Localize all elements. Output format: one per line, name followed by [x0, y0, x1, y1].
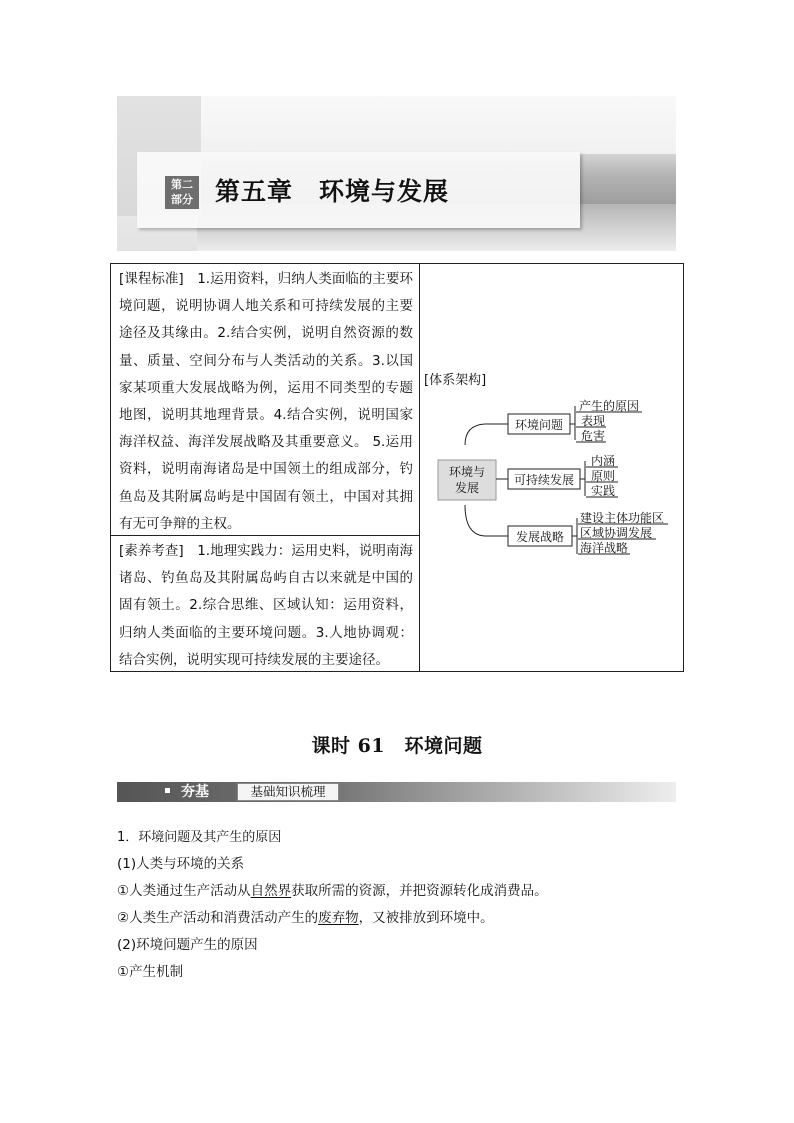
- connector-leaves-3: [572, 518, 577, 554]
- chapter-banner: [117, 96, 676, 251]
- course-standard-text: 1.运用资料，归纳人类面临的主要环境问题，说明协调人地关系和可持续发展的主要途径及其缘由。2.结合实例，说明自然资源的数量、质量、空间分布与人类活动的关系。3.以国家某项重大发展战略为例，运用不同类型的专题地图，说明其地理背景。4.结合实例，说明国家海洋权益、海洋发展战略及其重要意义。 5.运用资料，说明南海诸岛是中国领土的组成部分，钓鱼岛及其附属岛屿是中国固有领土，中国对其拥有无可争辩的主权。: [119, 271, 413, 532]
- course-standard-cell: [111, 264, 419, 536]
- point-3: ①产生机制: [117, 964, 184, 980]
- branch-label-3: 发展战略: [515, 530, 565, 544]
- framework-label: [体系架构]: [424, 373, 487, 388]
- branch-label-2: 可持续发展: [513, 473, 575, 487]
- subheading-2: (2)环境问题产生的原因: [117, 937, 258, 953]
- leaf-3-3: 海洋战略: [580, 541, 629, 555]
- connector-leaves-2: [580, 461, 585, 496]
- section-sub-label: 基础知识梳理: [237, 783, 339, 801]
- lesson-title: 课时 61 环境问题: [311, 735, 483, 757]
- point-1-a: ①人类通过生产活动从: [117, 883, 251, 899]
- section-bullet-icon: [165, 788, 170, 793]
- subheading-1: (1)人类与环境的关系: [117, 856, 245, 872]
- framework-mindmap: [420, 390, 680, 560]
- leaf-1-3: 危害: [581, 429, 606, 443]
- leaf-2-1: 内涵: [591, 454, 616, 468]
- course-standard-paragraph: [119, 266, 413, 538]
- chapter-title: 第五章 环境与发展: [215, 177, 450, 206]
- standards-left-column: [111, 264, 420, 671]
- point-2-a: ②人类生产活动和消费活动产生的: [117, 910, 319, 926]
- point-2-b: ，又被排放到环境中。: [358, 910, 494, 926]
- literacy-tag: [素养考查]: [119, 543, 184, 559]
- leaf-2-3: 实践: [591, 484, 616, 498]
- branch-label-1: 环境问题: [514, 418, 564, 432]
- mindmap-root-line2: 发展: [454, 481, 480, 495]
- point-2-answer: 废弃物: [318, 910, 359, 926]
- literacy-paragraph: [119, 538, 413, 674]
- part-tag: [165, 176, 199, 209]
- connector-branch-3: [465, 505, 508, 536]
- point-1-answer: 自然界: [250, 883, 292, 899]
- point-2: [117, 905, 677, 932]
- leaf-2-2: 原则: [591, 469, 616, 483]
- leaf-3-2: 区域协调发展: [580, 526, 653, 540]
- leaf-1-2: 表现: [581, 414, 606, 428]
- body-content: [117, 824, 677, 986]
- point-1-b: 获取所需的资源，并把资源转化成消费品。: [291, 883, 548, 899]
- course-standard-tag: [课程标准]: [119, 271, 184, 287]
- literacy-cell: [111, 536, 419, 672]
- connector-branch-1: [465, 424, 508, 445]
- part-tag-line1: 第二: [171, 178, 193, 191]
- part-tag-line2: 部分: [171, 193, 193, 206]
- mindmap-root-line1: 环境与: [448, 465, 486, 479]
- point-1: [117, 878, 677, 905]
- heading-1: 1．环境问题及其产生的原因: [117, 830, 282, 845]
- leaf-3-1: 建设主体功能区: [580, 511, 665, 525]
- literacy-text: 1.地理实践力：运用史料，说明南海诸岛、钓鱼岛及其附属岛屿自古以来就是中国的固有领土。2.综合思维、区域认知：运用资料，归纳人类面临的主要环境问题。3.人地协调观：结合实例，说明实现可持续发展的主要途径。: [119, 543, 413, 668]
- section-main-label: 夯基: [181, 784, 209, 800]
- section-bar: [117, 782, 676, 802]
- leaf-1-1: 产生的原因: [579, 399, 640, 413]
- connector-leaves-1: [570, 406, 575, 440]
